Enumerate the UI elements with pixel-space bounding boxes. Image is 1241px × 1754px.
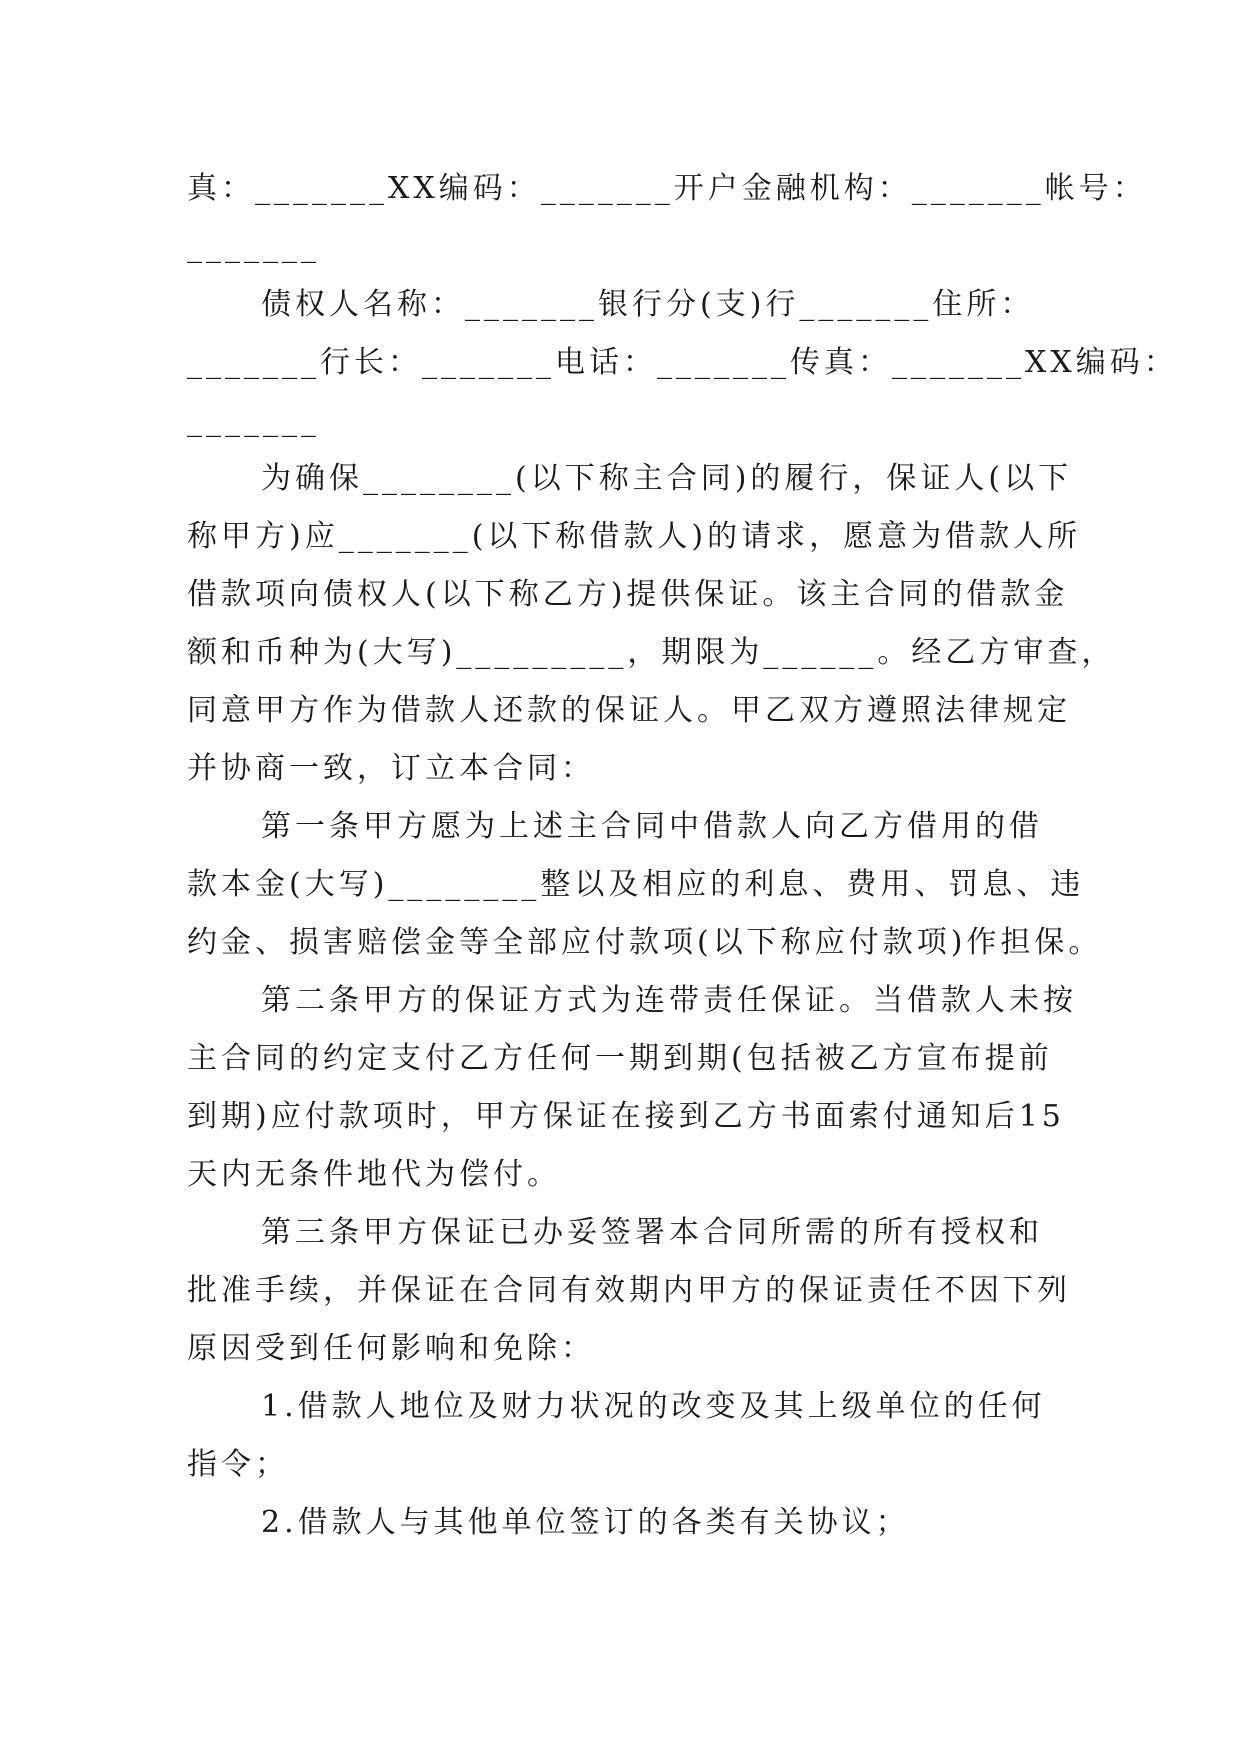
text-line: 并协商一致，订立本合同：: [187, 751, 595, 786]
text-line: 到期)应付款项时，甲方保证在接到乙方书面索付通知后15: [187, 1099, 1065, 1134]
article-1: 第一条甲方愿为上述主合同中借款人向乙方借用的借: [261, 809, 1043, 844]
text-line: 同意甲方作为借款人还款的保证人。甲乙双方遵照法律规定: [187, 693, 1071, 728]
article-3: 第三条甲方保证已办妥签署本合同所需的所有授权和: [261, 1215, 1043, 1250]
text-line: _______行长：_______电话：_______传真：_______XX编码：: [187, 345, 1178, 380]
list-item-1: 1.借款人地位及财力状况的改变及其上级单位的任何: [261, 1389, 1046, 1424]
text-line: 真：_______XX编码：_______开户金融机构：_______帐号：: [187, 171, 1147, 206]
text-line: 称甲方)应_______(以下称借款人)的请求，愿意为借款人所: [187, 519, 1082, 554]
text-line: 批准手续，并保证在合同有效期内甲方的保证责任不因下列: [187, 1273, 1071, 1308]
text-line: _______: [187, 403, 320, 438]
text-line: 约金、损害赔偿金等全部应付款项(以下称应付款项)作担保。: [187, 925, 1103, 960]
text-line: 主合同的约定支付乙方任何一期到期(包括被乙方宣布提前: [187, 1041, 1053, 1076]
text-line: 指令；: [187, 1447, 289, 1482]
document-body: [187, 160, 1178, 1552]
text-line: _______: [187, 229, 320, 264]
text-line: 款本金(大写)________整以及相应的利息、费用、罚息、违: [187, 867, 1085, 902]
text-line: 额和币种为(大写)_________，期限为______。经乙方审查，: [187, 635, 1116, 670]
article-2: 第二条甲方的保证方式为连带责任保证。当借款人未按: [261, 983, 1077, 1018]
paragraph-preamble: 为确保________(以下称主合同)的履行，保证人(以下: [261, 461, 1073, 496]
list-item-2: 2.借款人与其他单位签订的各类有关协议；: [261, 1505, 910, 1540]
paragraph-creditor-info: 债权人名称：_______银行分(支)行_______住所：: [261, 287, 1035, 322]
text-line: 原因受到任何影响和免除：: [187, 1331, 595, 1366]
text-line: 借款项向债权人(以下称乙方)提供保证。该主合同的借款金: [187, 577, 1069, 612]
text-line: 天内无条件地代为偿付。: [187, 1157, 561, 1192]
